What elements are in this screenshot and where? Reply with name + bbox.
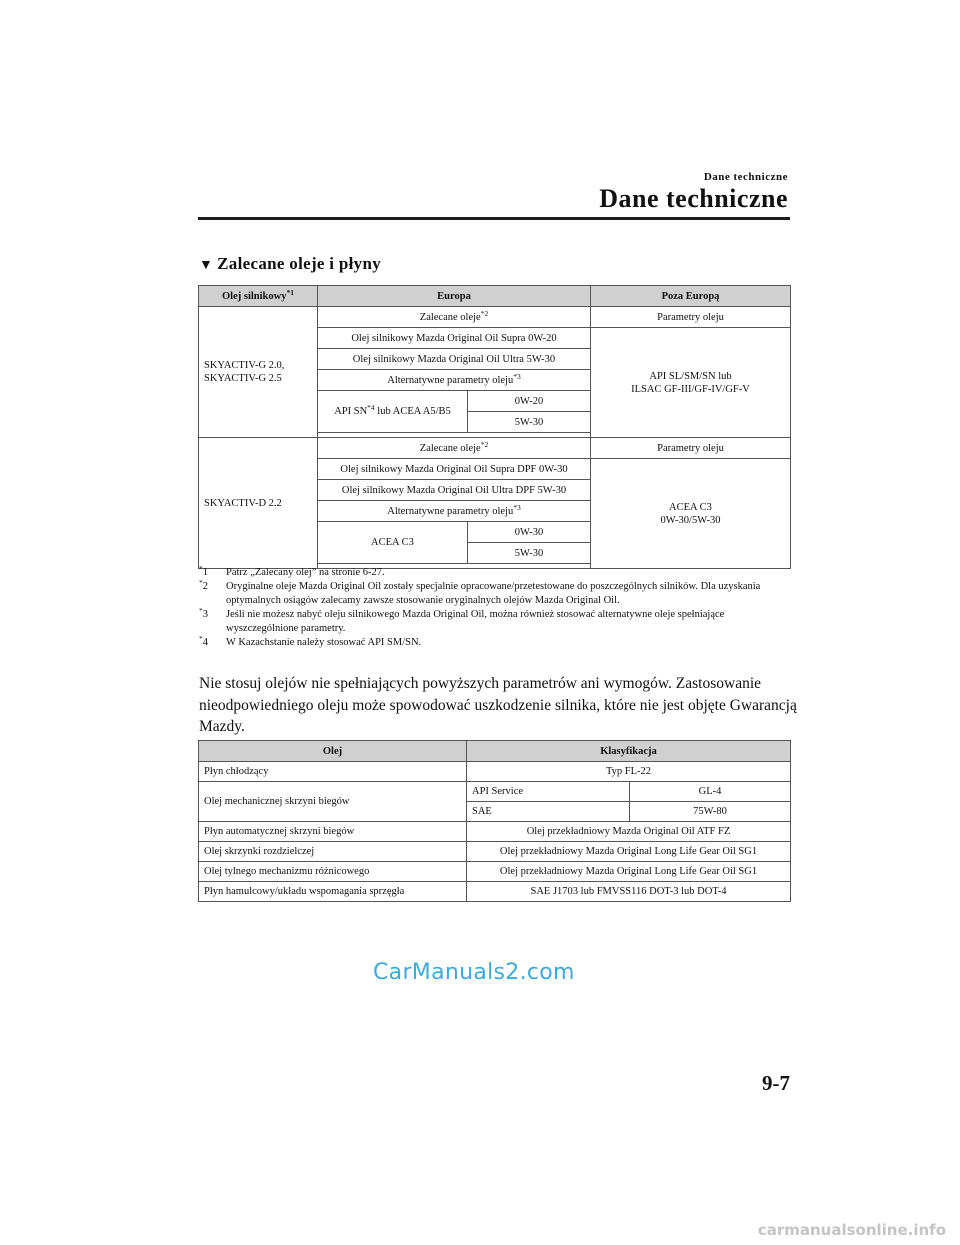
spec-value: GL-4 (630, 782, 791, 802)
oil-parameters-petrol: API SL/SM/SN lub ILSAC GF-III/GF-IV/GF-V (591, 328, 791, 438)
fluid-name: Olej mechanicznej skrzyni biegów (199, 782, 467, 822)
alternative-params-label: Alternatywne parametry oleju$^{*3}$ (318, 501, 591, 522)
viscosity: 5W-30 (468, 412, 591, 433)
table-row (199, 862, 791, 882)
footnote: *4 W Kazachstanie należy stosować API SM/SN. (199, 634, 422, 648)
watermark-carmanualsonline[interactable]: carmanualsonline.info (757, 1221, 946, 1239)
fluid-name: Olej tylnego mechanizmu różnicowego (199, 862, 467, 882)
table-header-row (199, 741, 791, 762)
table-row (199, 438, 791, 459)
engine-diesel: SKYACTIV-D 2.2 (199, 438, 318, 569)
oil-ultra: Olej silnikowy Mazda Original Oil Ultra 5W-30 (318, 349, 591, 370)
fluids-table (198, 740, 791, 902)
viscosity: 0W-20 (468, 391, 591, 412)
engine-petrol: SKYACTIV-G 2.0, SKYACTIV-G 2.5 (199, 307, 318, 438)
fluid-value: SAE J1703 lub FMVSS116 DOT-3 lub DOT-4 (467, 882, 791, 902)
header-rule (198, 217, 790, 220)
col-engine-oil: Olej silnikowy$^{*1}$ (199, 286, 318, 307)
oil-parameters-label: Parametry oleju (591, 438, 791, 459)
recommended-oils-label: Zalecane oleje$^{*2}$ (318, 307, 591, 328)
footnote: *3 Jeśli nie możesz nabyć oleju silnikowego Mazda Original Oil, można również stosować alternatywne oleje spełniające wyszczególnione parametry. (199, 606, 725, 634)
fluid-value: Olej przekładniowy Mazda Original Oil ATF FZ (467, 822, 791, 842)
oil-supra-dpf: Olej silnikowy Mazda Original Oil Supra DPF 0W-30 (318, 459, 591, 480)
engine-oil-table (198, 285, 791, 569)
oil-parameters-label: Parametry oleju (591, 307, 791, 328)
alternative-params-label: Alternatywne parametry oleju$^{*3}$ (318, 370, 591, 391)
col-outside-europe: Poza Europą (591, 286, 791, 307)
viscosity: 0W-30 (468, 522, 591, 543)
viscosity: 5W-30 (468, 543, 591, 564)
fluid-value: Olej przekładniowy Mazda Original Long Life Gear Oil SG1 (467, 862, 791, 882)
oil-parameters-diesel: ACEA C3 0W-30/5W-30 (591, 459, 791, 569)
footnote: *1 Patrz „Zalecany olej” na stronie 6-27. (199, 564, 385, 578)
col-europe: Europa (318, 286, 591, 307)
running-header-small: Dane techniczne (703, 171, 788, 183)
triangle-down-icon: ▼ (199, 258, 214, 273)
oil-supra: Olej silnikowy Mazda Original Oil Supra 0W-20 (318, 328, 591, 349)
table-row (199, 782, 791, 802)
col-oil: Olej (199, 741, 467, 762)
table-row (199, 882, 791, 902)
fluid-name: Płyn hamulcowy/układu wspomagania sprzęgła (199, 882, 467, 902)
recommended-oils-label: Zalecane oleje$^{*2}$ (318, 438, 591, 459)
table-row (199, 307, 791, 328)
page-number: 9-7 (762, 1071, 790, 1095)
table-header-row (199, 286, 791, 307)
watermark-carmanuals2[interactable]: CarManuals2.com (373, 960, 575, 985)
spec-label: SAE (467, 802, 630, 822)
fluid-name: Płyn chłodzący (199, 762, 467, 782)
oil-ultra-dpf: Olej silnikowy Mazda Original Oil Ultra DPF 5W-30 (318, 480, 591, 501)
footnote: *2 Oryginalne oleje Mazda Original Oil zostały specjalnie opracowane/przetestowane do poszczególnych silników. Dla uzyskania optymalnych osiągów zalecamy zawsze stosowanie oryginalnych olejów Mazda Original Oil. (199, 578, 761, 606)
fluid-value: Olej przekładniowy Mazda Original Long Life Gear Oil SG1 (467, 842, 791, 862)
section-title (199, 254, 381, 274)
footnotes (199, 566, 789, 650)
api-acea-spec: API SN$^{*4}$ lub ACEA A5/B5 (318, 391, 468, 433)
running-header-title: Dane techniczne (599, 184, 788, 213)
acea-spec: ACEA C3 (318, 522, 468, 564)
col-classification: Klasyfikacja (467, 741, 791, 762)
table-row (199, 842, 791, 862)
fluid-name: Płyn automatycznej skrzyni biegów (199, 822, 467, 842)
warning-paragraph: Nie stosuj olejów nie spełniających powyższych parametrów ani wymogów. Zastosowanie nieodpowiedniego oleju może spowodować uszkodzenie silnika, które nie jest objęte Gwarancją Mazdy. (199, 675, 797, 735)
section-title-text: Zalecane oleje i płyny (217, 254, 382, 273)
fluid-value: Typ FL-22 (467, 762, 791, 782)
fluid-name: Olej skrzynki rozdzielczej (199, 842, 467, 862)
spec-label: API Service (467, 782, 630, 802)
table-row (199, 762, 791, 782)
spec-value: 75W-80 (630, 802, 791, 822)
table-row (199, 822, 791, 842)
